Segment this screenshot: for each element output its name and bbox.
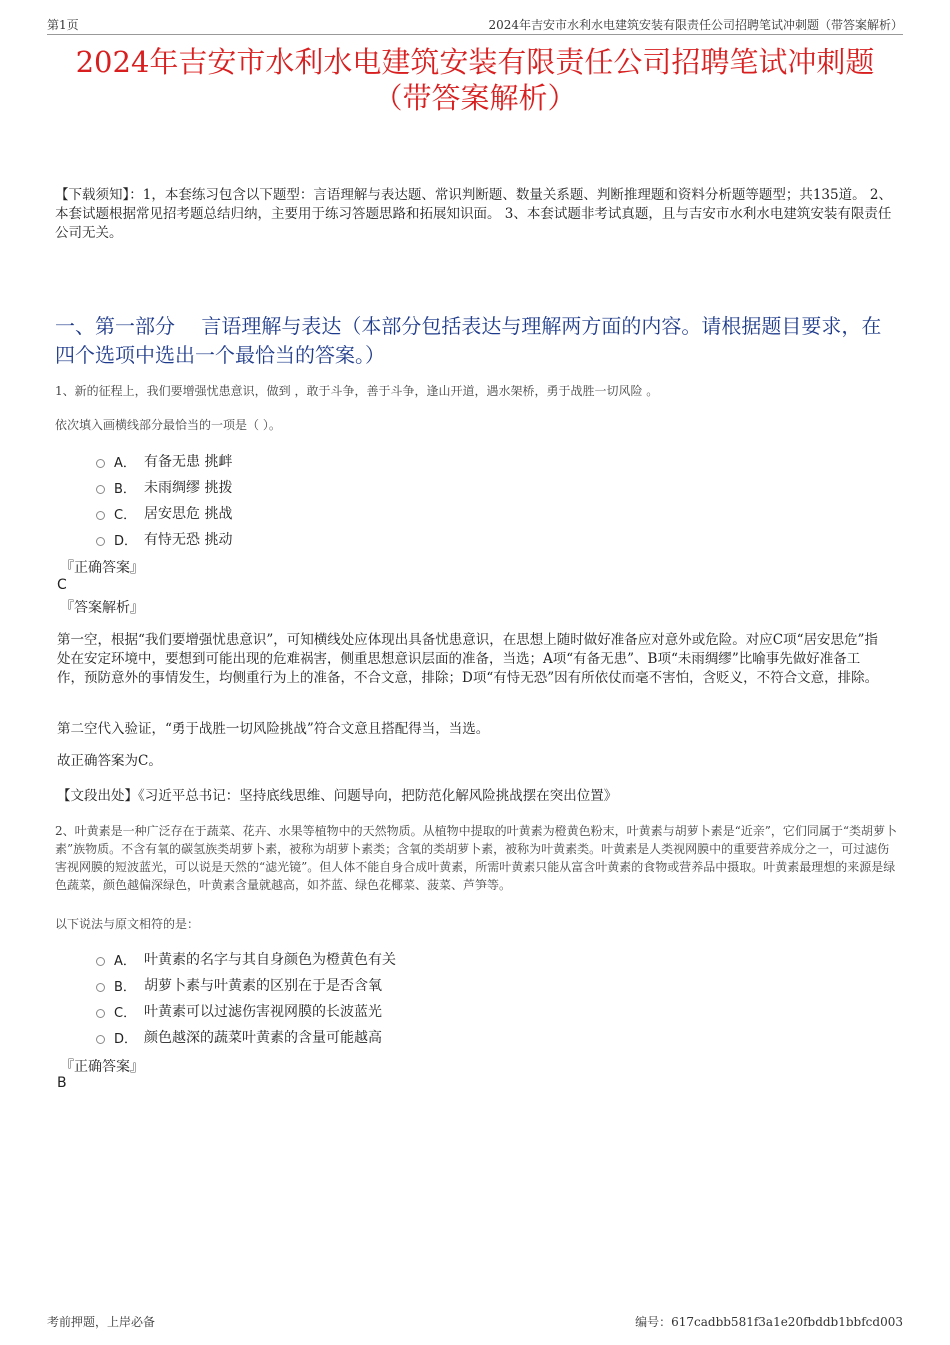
page-title: [30, 44, 920, 116]
q1-prompt: 依次填入画横线部分最恰当的一项是（ ）。: [55, 418, 281, 432]
radio-icon[interactable]: [96, 1009, 105, 1018]
q1-option-a[interactable]: A． 有备无患 挑衅: [96, 448, 796, 474]
q2-answer: B: [57, 1075, 67, 1091]
q2-option-a[interactable]: A． 叶黄素的名字与其自身颜色为橙黄色有关: [96, 946, 796, 972]
section-heading: 一、第一部分 言语理解与表达（本部分包括表达与理解两方面的内容。请根据题目要求，在四个选项中选出一个最恰当的答案。）: [55, 314, 882, 367]
q1-option-c[interactable]: C． 居安思危 挑战: [96, 500, 796, 526]
title-line-1: 2024年吉安市水利水电建筑安装有限责任公司招聘笔试冲刺题: [75, 45, 875, 79]
page-number: 第1页: [47, 18, 79, 32]
q2-option-c[interactable]: C． 叶黄素可以过滤伤害视网膜的长波蓝光: [96, 998, 796, 1024]
q2-prompt: 以下说法与原文相符的是：: [55, 917, 200, 931]
download-notice: 【下载须知】：1，本套练习包含以下题型：言语理解与表达题、常识判断题、数量关系题、判断推理题和资料分析题等题型；共135道。 2、本套试题根据常见招考题总结归纳，主要用于练习答题思路和拓展知识面。 3、本套试题非考试真题，且与吉安市水利水电建筑安装有限责任公司无关。: [55, 187, 892, 241]
q2-answer-label: 『正确答案』: [60, 1059, 144, 1075]
q1-options: [96, 448, 796, 552]
q1-answer-label: 『正确答案』: [60, 560, 144, 576]
footer-doc-id: 编号：617cadbb581f3a1e20fbddb1bbfcd003: [635, 1315, 903, 1329]
radio-icon[interactable]: [96, 485, 105, 494]
q1-source: 【文段出处】《习近平总书记：坚持底线思维、问题导向，把防范化解风险挑战摆在突出位置》: [57, 788, 618, 804]
radio-icon[interactable]: [96, 511, 105, 520]
footer-slogan: 考前押题，上岸必备: [47, 1315, 156, 1329]
q1-analysis-2: 第二空代入验证，“勇于战胜一切风险挑战”符合文意且搭配得当，当选。: [57, 721, 490, 737]
q1-answer: C: [57, 577, 67, 593]
radio-icon[interactable]: [96, 957, 105, 966]
q2-option-b[interactable]: B． 胡萝卜素与叶黄素的区别在于是否含氧: [96, 972, 796, 998]
q2-stem: 2、叶黄素是一种广泛存在于蔬菜、花卉、水果等植物中的天然物质。从植物中提取的叶黄素为橙黄色粉末，叶黄素与胡萝卜素是“近亲”，它们同属于“类胡萝卜素”族物质。不含有氧的碳氢族类胡萝卜素，被称为胡萝卜素类；含氧的类胡萝卜素，被称为叶黄素类。叶黄素是人类视网膜中的重要营养成分之一，可过滤伤害视网膜的短波蓝光，可以说是天然的“滤光镜”。但人体不能自身合成叶黄素，所需叶黄素只能从富含叶黄素的食物或营养品中摄取。叶黄素最理想的来源是绿色蔬菜，颜色越偏深绿色，叶黄素含量就越高，如芥蓝、绿色花椰菜、菠菜、芦笋等。: [55, 824, 898, 892]
q1-stem: 1、新的征程上，我们要增强忧患意识，做到 ，敢于斗争，善于斗争，逢山开道，遇水架桥，勇于战胜一切风险 。: [55, 384, 659, 398]
q1-analysis-1: 第一空，根据“我们要增强忧患意识”，可知横线处应体现出具备忧患意识，在思想上随时做好准备应对意外或危险。对应C项“居安思危”指处在安定环境中，要想到可能出现的危难祸害，侧重思想意识层面的准备，当选；A项“有备无患”、B项“未雨绸缪”比喻事先做好准备工作，预防意外的事情发生，均侧重行为上的准备，不合文意，排除；D项“有恃无恐”因有所依仗而毫不害怕，含贬义，不符合文意，排除。: [57, 632, 879, 686]
q1-analysis-label: 『答案解析』: [60, 600, 144, 616]
title-line-2: （带答案解析）: [373, 81, 577, 115]
q1-analysis-3: 故正确答案为C。: [57, 753, 162, 769]
radio-icon[interactable]: [96, 983, 105, 992]
q2-option-d[interactable]: D． 颜色越深的蔬菜叶黄素的含量可能越高: [96, 1024, 796, 1050]
page-header: [47, 14, 903, 35]
q1-option-b[interactable]: B． 未雨绸缪 挑拨: [96, 474, 796, 500]
q1-option-d[interactable]: D． 有恃无恐 挑动: [96, 526, 796, 552]
radio-icon[interactable]: [96, 459, 105, 468]
radio-icon[interactable]: [96, 537, 105, 546]
header-doc-title: 2024年吉安市水利水电建筑安装有限责任公司招聘笔试冲刺题（带答案解析）: [488, 18, 903, 32]
radio-icon[interactable]: [96, 1035, 105, 1044]
q2-options: [96, 946, 796, 1050]
